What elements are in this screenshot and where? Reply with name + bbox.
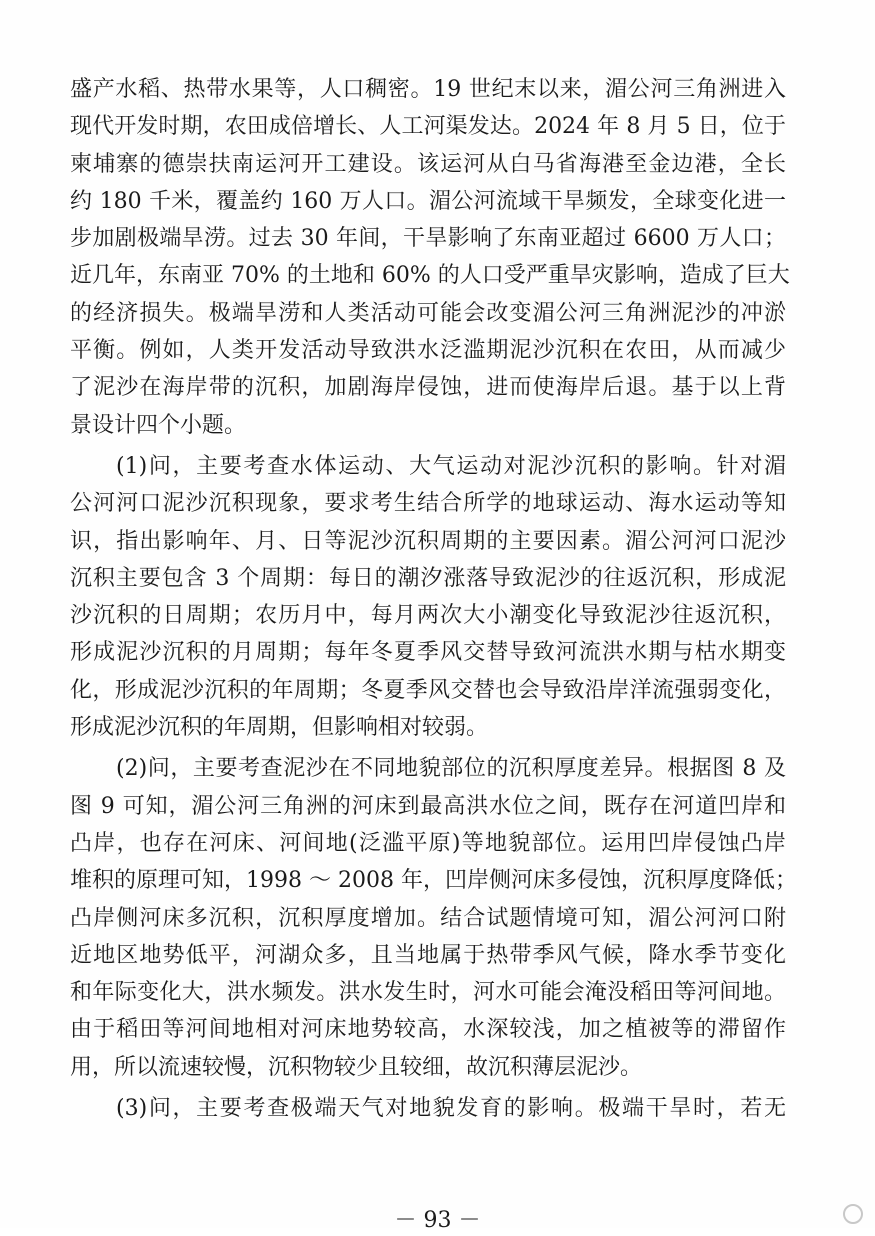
text-line: 平衡。例如，人类开发活动导致洪水泛滥期泥沙沉积在农田，从而减少	[70, 338, 786, 364]
text-line: 形成泥沙沉积的月周期；每年冬夏季风交替导致河流洪水期与枯水期变	[70, 640, 786, 666]
text-line: 堆积的原理可知，1998 ～ 2008 年，凹岸侧河床多侵蚀，沉积厚度降低；	[70, 868, 797, 894]
text-line: 步加剧极端旱涝。过去 30 年间，干旱影响了东南亚超过 6600 万人口；	[70, 226, 786, 252]
text-line: 凸岸，也存在河床、河间地(泛滥平原)等地貌部位。运用凹岸侵蚀凸岸	[70, 830, 786, 856]
text-line: 由于稻田等河间地相对河床地势较高，水深较浅，加之植被等的滞留作	[70, 1017, 786, 1043]
text-line: 沉积主要包含 3 个周期：每日的潮汐涨落导致泥沙的往返沉积，形成泥	[70, 565, 786, 591]
text-line: 约 180 千米，覆盖约 160 万人口。湄公河流域干旱频发，全球变化进一	[70, 188, 786, 214]
page-number: － 93 －	[394, 1208, 481, 1233]
body-text	[70, 71, 797, 1127]
text-line: 沙沉积的日周期；农历月中，每月两次大小潮变化导致泥沙往返沉积，	[70, 603, 786, 629]
text-line: 近几年，东南亚 70% 的土地和 60% 的人口受严重旱灾影响，造成了巨大	[70, 263, 790, 289]
text-line: 形成泥沙沉积的年周期，但影响相对较弱。	[70, 715, 489, 741]
text-line: 近地区地势低平，河湖众多，且当地属于热带季风气候，降水季节变化	[70, 942, 786, 968]
text-line: 化，形成泥沙沉积的年周期；冬夏季风交替也会导致沿岸洋流强弱变化，	[70, 677, 786, 703]
question-3-paragraph	[70, 1090, 786, 1127]
text-line: 图 9 可知，湄公河三角洲的河床到最高洪水位之间，既存在河道凹岸和	[70, 793, 786, 819]
watermark-icon	[843, 1204, 863, 1224]
text-line: 柬埔寨的德崇扶南运河开工建设。该运河从白马省海港至金边港，全长	[70, 151, 786, 177]
text-line: (1)问，主要考查水体运动、大气运动对泥沙沉积的影响。针对湄	[116, 453, 786, 479]
text-line: 和年际变化大，洪水频发。洪水发生时，河水可能会淹没稻田等河间地。	[70, 980, 786, 1006]
text-line: 识，指出影响年、月、日等泥沙沉积周期的主要因素。湄公河河口泥沙	[70, 528, 786, 554]
question-2-paragraph	[70, 750, 797, 1086]
text-line: 现代开发时期，农田成倍增长、人工河渠发达。2024 年 8 月 5 日，位于	[70, 114, 786, 140]
question-1-paragraph	[70, 448, 786, 746]
text-line: 景设计四个小题。	[70, 412, 247, 438]
text-line: 的经济损失。极端旱涝和人类活动可能会改变湄公河三角洲泥沙的冲淤	[70, 300, 786, 326]
text-line: 凸岸侧河床多沉积，沉积厚度增加。结合试题情境可知，湄公河河口附	[70, 905, 786, 931]
text-line: 了泥沙在海岸带的沉积，加剧海岸侵蚀，进而使海岸后退。基于以上背	[70, 375, 786, 401]
text-line: (2)问，主要考查泥沙在不同地貌部位的沉积厚度差异。根据图 8 及	[116, 756, 786, 782]
text-line: 公河河口泥沙沉积现象，要求考生结合所学的地球运动、海水运动等知	[70, 491, 786, 517]
text-line: 盛产水稻、热带水果等，人口稠密。19 世纪末以来，湄公河三角洲进入	[70, 77, 786, 102]
text-line: (3)问，主要考查极端天气对地貌发育的影响。极端干旱时，若无	[116, 1096, 786, 1122]
intro-paragraph	[70, 71, 790, 444]
text-line: 用，所以流速较慢，沉积物较少且较细，故沉积薄层泥沙。	[70, 1054, 643, 1080]
